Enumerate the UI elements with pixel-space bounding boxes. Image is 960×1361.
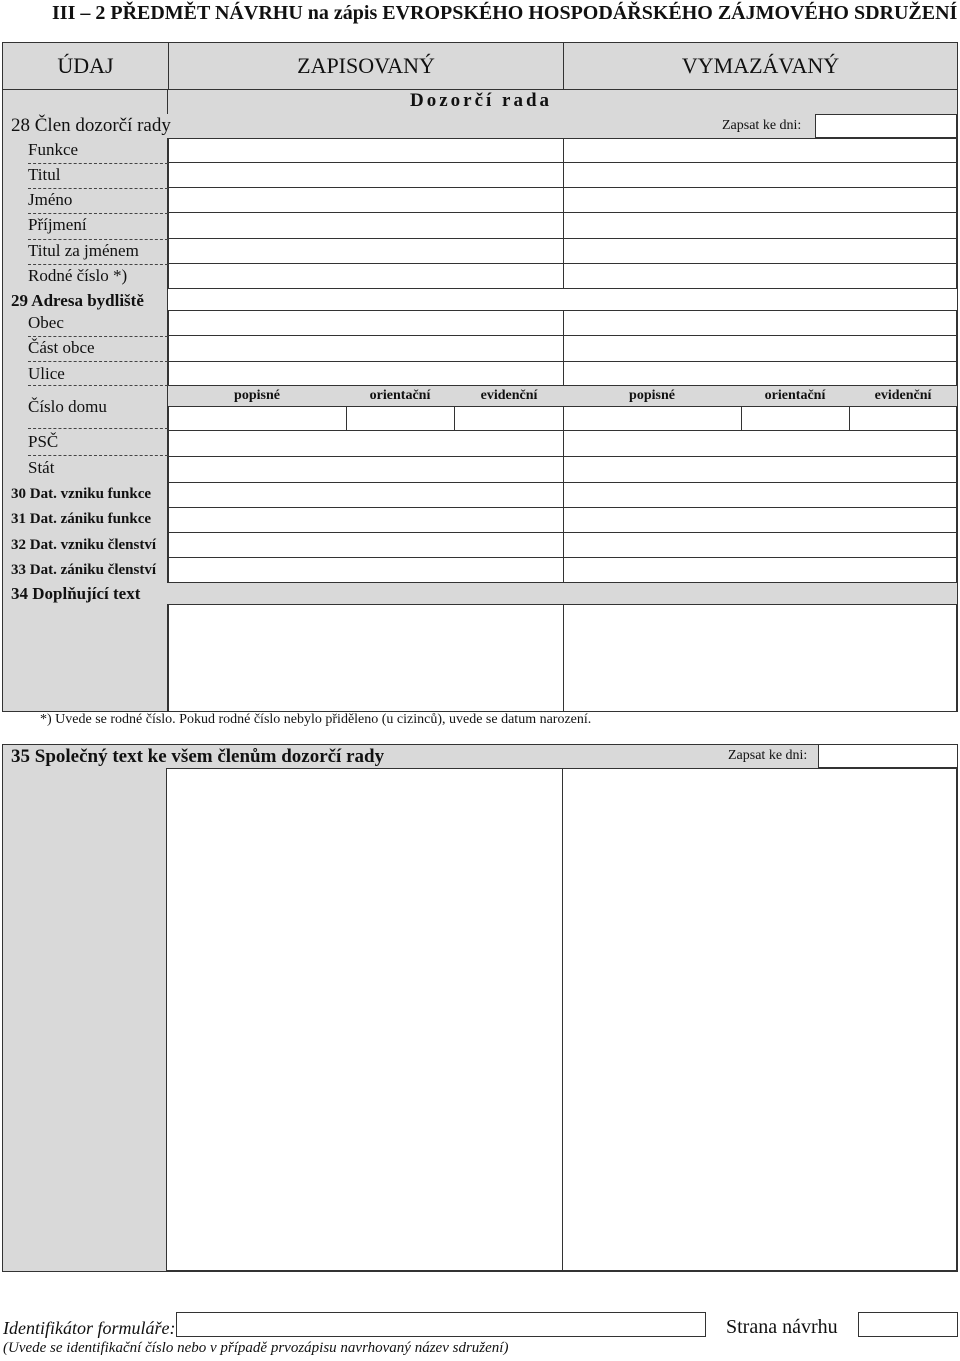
identifikator-label: Identifikátor formuláře:: [3, 1318, 176, 1338]
common-zapsat-ke-dni-label: Zapsat ke dni:: [728, 748, 808, 763]
vymazavany-evidencni-input[interactable]: [849, 406, 957, 431]
zapisovany-dat-zaniku-funkce-input[interactable]: [168, 507, 564, 533]
zapisovany-popisne-header: popisné: [234, 388, 280, 403]
zapisovany-dat-zaniku-clenstvi-input[interactable]: [168, 557, 564, 583]
vymazavany-titul-input[interactable]: [563, 162, 957, 188]
vymazavany-dat-vzniku-clenstvi-input[interactable]: [563, 532, 957, 558]
label-funkce: Funkce: [28, 140, 168, 164]
page-title: III – 2 PŘEDMĚT NÁVRHU na zápis EVROPSKÉHO HOSPODÁŘSKÉHO ZÁJMOVÉHO SDRUŽENÍ: [52, 2, 958, 24]
zapisovany-evidencni-header: evidenční: [480, 388, 538, 403]
common-zapisovany-text-area[interactable]: [166, 768, 563, 1271]
vymazavany-funkce-input[interactable]: [563, 138, 957, 163]
zapisovany-doplnujici-text-area[interactable]: [168, 604, 564, 712]
zapisovany-titul-za-jmenem-input[interactable]: [168, 238, 564, 264]
label-cislo-domu: Číslo domu: [28, 387, 168, 429]
vymazavany-orientacni-input[interactable]: [741, 406, 850, 431]
address-heading: 29 Adresa bydliště: [11, 291, 144, 310]
supplement-heading-bar: [3, 583, 957, 604]
zapisovany-ulice-input[interactable]: [168, 361, 564, 386]
label-rodne-cislo: Rodné číslo *): [28, 266, 128, 285]
vymazavany-jmeno-input[interactable]: [563, 187, 957, 213]
vymazavany-stat-input[interactable]: [563, 456, 957, 483]
common-vymazavany-text-area[interactable]: [562, 768, 957, 1271]
label-obec: Obec: [28, 313, 168, 337]
column-header-vymazavany: VYMAZÁVANÝ: [563, 42, 958, 90]
vymazavany-evidencni-header: evidenční: [874, 388, 932, 403]
vymazavany-dat-zaniku-clenstvi-input[interactable]: [563, 557, 957, 583]
label-stat: Stát: [28, 458, 55, 477]
label-titul-za-jmenem: Titul za jménem: [28, 241, 168, 265]
zapisovany-orientacni-input[interactable]: [346, 406, 455, 431]
zapsat-ke-dni-field[interactable]: [815, 114, 957, 138]
common-zapsat-ke-dni-field[interactable]: [818, 744, 958, 768]
zapisovany-titul-input[interactable]: [168, 162, 564, 188]
zapisovany-popisne-input[interactable]: [168, 406, 347, 431]
strana-navrhu-label: Strana návrhu: [726, 1316, 838, 1338]
supplement-heading: 34 Doplňující text: [11, 584, 141, 603]
label-titul: Titul: [28, 165, 168, 189]
member-heading: 28 Člen dozorčí rady: [11, 115, 171, 136]
vymazavany-rodne-cislo-input[interactable]: [563, 263, 957, 289]
zapisovany-prijmeni-input[interactable]: [168, 212, 564, 239]
section-title: Dozorčí rada: [410, 90, 553, 111]
vymazavany-popisne-header: popisné: [629, 388, 675, 403]
strana-navrhu-input[interactable]: [858, 1312, 958, 1337]
vymazavany-popisne-input[interactable]: [563, 406, 742, 431]
identifikator-input[interactable]: [176, 1312, 706, 1337]
zapisovany-dat-vzniku-funkce-input[interactable]: [168, 482, 564, 508]
vymazavany-obec-input[interactable]: [563, 310, 957, 336]
identifikator-note: (Uvede se identifikační číslo nebo v případě prvozápisu navrhovaný název sdružení): [3, 1340, 509, 1356]
vymazavany-dat-vzniku-funkce-input[interactable]: [563, 482, 957, 508]
zapisovany-rodne-cislo-input[interactable]: [168, 263, 564, 289]
zapisovany-orientacni-header: orientační: [369, 388, 431, 403]
zapisovany-psc-input[interactable]: [168, 430, 564, 457]
vymazavany-orientacni-header: orientační: [764, 388, 826, 403]
vymazavany-titul-za-jmenem-input[interactable]: [563, 238, 957, 264]
label-dat-zaniku-funkce: 31 Dat. zániku funkce: [11, 511, 152, 527]
label-psc: PSČ: [28, 432, 168, 456]
vymazavany-cast-obce-input[interactable]: [563, 335, 957, 362]
zapisovany-dat-vzniku-clenstvi-input[interactable]: [168, 532, 564, 558]
zapisovany-cast-obce-input[interactable]: [168, 335, 564, 362]
column-header-zapisovany: ZAPISOVANÝ: [168, 42, 564, 90]
label-dat-zaniku-clenstvi: 33 Dat. zániku členství: [11, 562, 157, 578]
common-text-heading: 35 Společný text ke všem členům dozorčí rady: [11, 746, 385, 767]
label-ulice: Ulice: [28, 364, 168, 386]
vymazavany-dat-zaniku-funkce-input[interactable]: [563, 507, 957, 533]
zapisovany-stat-input[interactable]: [168, 456, 564, 483]
label-prijmeni: Příjmení: [28, 215, 168, 240]
zapisovany-evidencni-input[interactable]: [454, 406, 564, 431]
zapisovany-jmeno-input[interactable]: [168, 187, 564, 213]
label-cast-obce: Část obce: [28, 338, 168, 362]
vymazavany-prijmeni-input[interactable]: [563, 212, 957, 239]
zapsat-ke-dni-label: Zapsat ke dni:: [722, 118, 802, 133]
column-header-udaj: ÚDAJ: [2, 42, 169, 90]
vymazavany-psc-input[interactable]: [563, 430, 957, 457]
zapisovany-funkce-input[interactable]: [168, 138, 564, 163]
footnote: *) Uvede se rodné číslo. Pokud rodné číslo nebylo přiděleno (u cizinců), uvede se datum narození.: [40, 712, 592, 727]
zapisovany-obec-input[interactable]: [168, 310, 564, 336]
label-dat-vzniku-clenstvi: 32 Dat. vzniku členství: [11, 537, 157, 553]
vymazavany-ulice-input[interactable]: [563, 361, 957, 386]
section-header-bar: [168, 90, 957, 114]
label-jmeno: Jméno: [28, 190, 168, 214]
label-dat-vzniku-funkce: 30 Dat. vzniku funkce: [11, 486, 152, 502]
vymazavany-doplnujici-text-area[interactable]: [563, 604, 957, 712]
